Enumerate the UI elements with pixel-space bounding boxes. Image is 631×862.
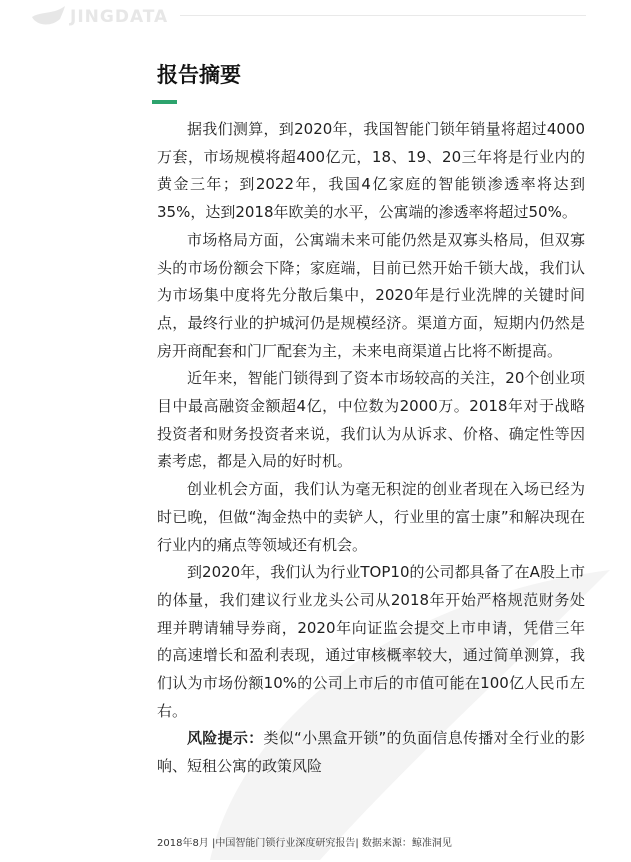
whale-logo-icon — [30, 4, 66, 30]
risk-warning — [157, 725, 585, 780]
summary-paragraph-3: 近年来，智能门锁得到了资本市场较高的关注，20个创业项目中最高融资金额超4亿，中位数为2000万。2018年对于战略投资者和财务投资者来说，我们认为从诉求、价格、确定性等因素考虑，都是入局的好时机。 — [157, 369, 585, 471]
risk-label: 风险提示： — [187, 729, 264, 748]
brand-name: JINGDATA — [70, 7, 169, 27]
title-accent-bar — [152, 100, 177, 104]
summary-body — [157, 116, 585, 781]
page-footer: 2018年8月 |中国智能门锁行业深度研究报告| 数据来源：鲸准洞见 — [157, 838, 452, 849]
summary-paragraph-1: 据我们测算，到2020年，我国智能门锁年销量将超过4000万套，市场规模将超400亿元，18、19、20三年将是行业内的黄金三年；到2022年，我国4亿家庭的智能锁渗透率将达到35%，达到2018年欧美的水平，公寓端的渗透率将超过50%。 — [157, 120, 585, 222]
page-title: 报告摘要 — [157, 63, 241, 87]
summary-paragraph-5: 到2020年，我们认为行业TOP10的公司都具备了在A股上市的体量，我们建议行业龙头公司从2018年开始严格规范财务处理并聘请辅导券商，2020年向证监会提交上市申请，凭借三年的高速增长和盈利表现，通过审核概率较大，通过简单测算，我们认为市场份额10%的公司上市后的市值可能在100亿人民币左右。 — [157, 563, 585, 720]
brand-logo — [30, 4, 168, 30]
summary-paragraph-4: 创业机会方面，我们认为毫无积淀的创业者现在入场已经为时已晚，但做“淘金热中的卖铲人，行业里的富士康”和解决现在行业内的痛点等领域还有机会。 — [157, 480, 585, 554]
risk-text: 类似“小黑盒开锁”的负面信息传播对全行业的影响、短租公寓的政策风险 — [157, 729, 585, 776]
summary-paragraph-2: 市场格局方面，公寓端未来可能仍然是双寡头格局，但双寡头的市场份额会下降；家庭端，目前已然开始千锁大战，我们认为市场集中度将先分散后集中，2020年是行业洗牌的关键时间点，最终行业的护城河仍是规模经济。渠道方面，短期内仍然是房开商配套和门厂配套为主，未来电商渠道占比将不断提高。 — [157, 230, 585, 360]
header-divider — [180, 15, 586, 16]
